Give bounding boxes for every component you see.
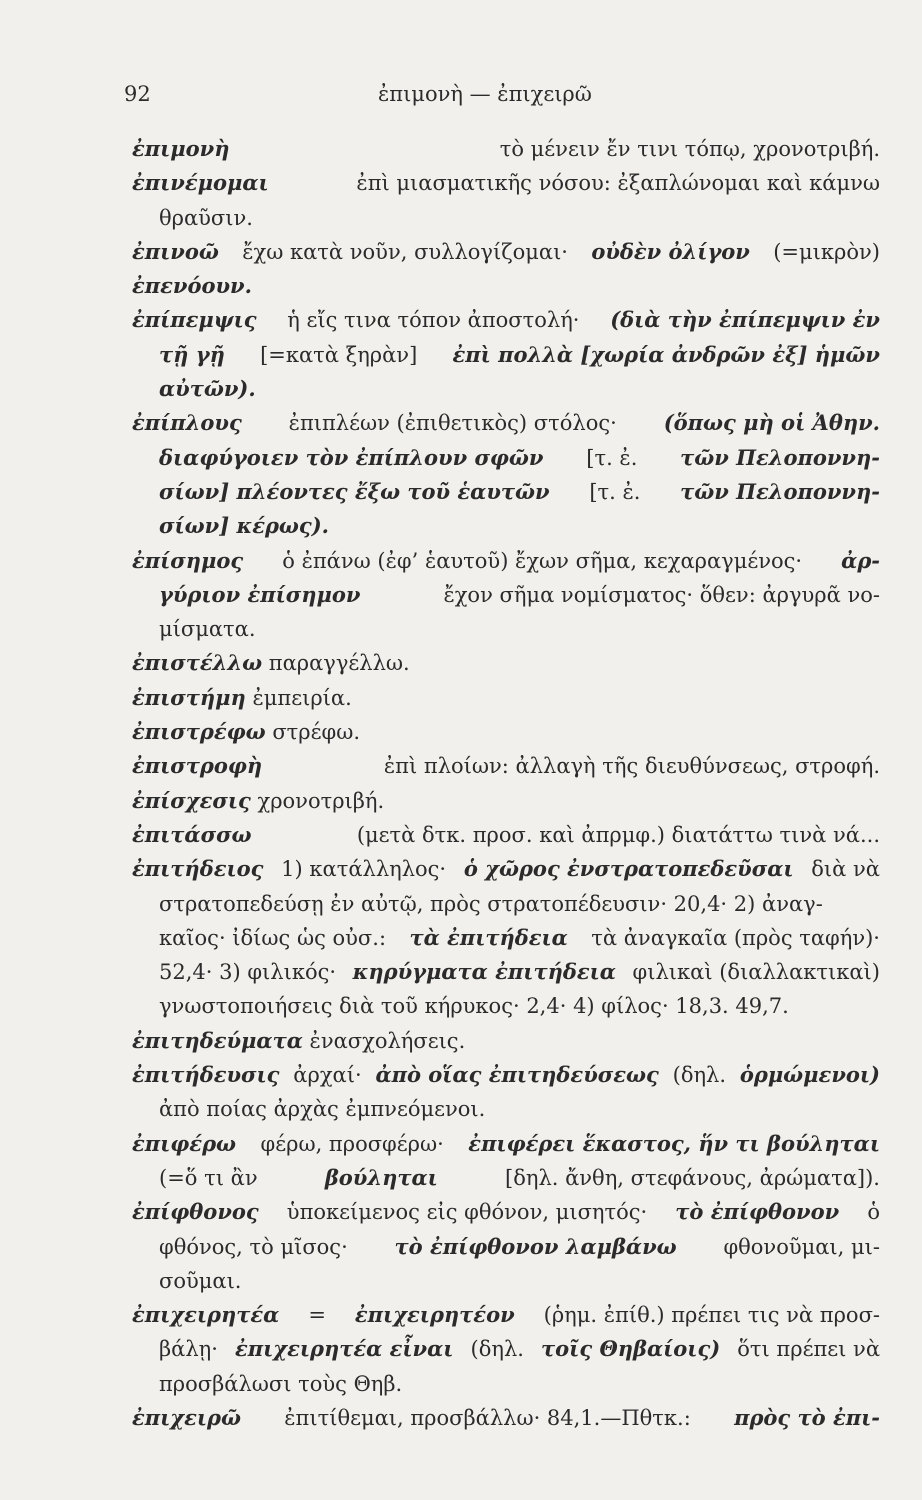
headword: ἐπιχειρητέα εἶναι: [234, 1336, 454, 1362]
headword: ἐπιτάσσω: [132, 821, 252, 847]
line-segment: ὁ ἐπάνω (ἐφ’ ἑαυτοῦ) ἔχων σῆμα, κεχαραγμένος·: [282, 548, 803, 573]
line-segment: [δηλ. ἄνθη, στεφάνους, ἀρώματα]).: [505, 1165, 880, 1190]
text-line: [132, 955, 880, 989]
line-segment: ὑποκείμενος εἰς φθόνον, μισητός·: [286, 1200, 648, 1225]
headword: ἐπιχειρητέον: [354, 1302, 515, 1328]
text-line: [132, 1024, 880, 1058]
line-segment: θραῦσιν.: [159, 205, 253, 230]
line-segment: (ῥημ. ἐπίθ.) πρέπει τις νὰ προσ-: [543, 1303, 880, 1328]
text-line: [132, 1127, 880, 1161]
headword: τὸ ἐπίφθονον λαμβάνω: [394, 1233, 677, 1259]
line-segment: [τ. ἐ.: [589, 479, 641, 504]
text-line: [132, 201, 880, 235]
text-line: [132, 441, 880, 475]
headword: βούληται: [324, 1164, 438, 1190]
headword: τῶν Πελοποννη-: [680, 478, 880, 504]
line-segment: (δηλ.: [470, 1337, 524, 1362]
line-segment: τὸ μένειν ἔν τινι τόπῳ, χρονοτριβή.: [499, 137, 880, 161]
headword: κηρύγματα ἐπιτήδεια: [352, 959, 616, 985]
text-line: [132, 1230, 880, 1264]
line-segment: ἔχω κατὰ νοῦν, συλλογίζομαι·: [242, 239, 568, 264]
headword: ἐπιστέλλω: [132, 650, 263, 676]
line-segment: γνωστοποιήσεις διὰ τοῦ κήρυκος· 2,4· 4) φίλος· 18,3. 49,7.: [159, 994, 789, 1019]
text-line: [132, 1367, 880, 1401]
line-segment: ἀρχαί·: [293, 1063, 362, 1088]
line-segment: φθόνος, τὸ μῖσος·: [159, 1234, 348, 1259]
line-segment: στρέφω.: [265, 720, 360, 745]
line-segment: στρατοπεδεύσῃ ἐν αὐτῷ, πρὸς στρατοπέδευσιν· 20,4· 2) ἀναγ-: [159, 891, 823, 916]
headword: ἐπιτηδεύματα: [132, 1027, 303, 1053]
text-line: [132, 372, 880, 406]
running-title: ἐπιμονὴ — ἐπιχειρῶ: [378, 82, 592, 106]
headword: ἐπιτήδευσις: [132, 1062, 280, 1088]
text-line: [132, 1332, 880, 1366]
line-segment: ἡ εἴς τινα τόπον ἀποστολή·: [287, 308, 580, 333]
text-line: [132, 818, 880, 852]
line-segment: ὅτι πρέπει νὰ: [737, 1337, 880, 1362]
text-line: [132, 612, 880, 646]
headword: ἐπιμονὴ: [132, 136, 230, 161]
line-segment: ὁ: [867, 1200, 880, 1225]
headword: ἐπιφέρει ἕκαστος, ἥν τι βούληται: [468, 1130, 880, 1156]
text-line: [132, 509, 880, 543]
page-header: [0, 82, 922, 116]
line-segment: =: [308, 1303, 326, 1328]
text-line: [132, 852, 880, 886]
headword: ἐπὶ πολλὰ [χωρία ἀνδρῶν ἐξ] ἡμῶν: [452, 341, 880, 367]
page-number: 92: [124, 82, 151, 106]
text-line: [132, 269, 880, 303]
line-segment: φέρω, προσφέρω·: [260, 1131, 444, 1156]
text-line: [132, 1298, 880, 1332]
headword: ἐπινέμομαι: [132, 170, 269, 196]
headword: ἐπιστρέφω: [132, 719, 266, 745]
line-segment: ἐπιπλέων (ἐπιθετικὸς) στόλος·: [288, 411, 617, 436]
line-segment: χρονοτριβή.: [250, 788, 385, 813]
text-line: [132, 646, 880, 680]
text-line: [132, 475, 880, 509]
line-segment: σοῦμαι.: [159, 1268, 242, 1293]
dictionary-entries: [132, 132, 880, 1435]
text-line: [132, 1195, 880, 1229]
text-line: [132, 1264, 880, 1298]
headword: τοῖς Θηβαίοις): [541, 1336, 721, 1362]
line-segment: βάλῃ·: [159, 1337, 218, 1362]
line-segment: ἐπιτίθεμαι, προσβάλλω· 84,1.—Πθτκ.:: [284, 1405, 691, 1430]
text-line: [132, 887, 880, 921]
headword: τὰ ἐπιτήδεια: [409, 924, 568, 950]
headword: ἐπίπλους: [132, 410, 242, 436]
headword: ἐπίφθονος: [132, 1199, 259, 1225]
text-line: [132, 406, 880, 440]
headword: ἐπιχειρητέα: [132, 1302, 280, 1328]
headword: γύριον ἐπίσημον: [159, 581, 361, 607]
headword: ἐπιστροφὴ: [132, 753, 263, 779]
headword: ἐπίσημος: [132, 547, 244, 573]
headword: ἀρ-: [841, 547, 880, 573]
line-segment: ἐπὶ πλοίων: ἀλλαγὴ τῆς διευθύνσεως, στροφή.: [383, 754, 880, 779]
line-segment: (μετὰ δτκ. προσ. καὶ ἀπρμφ.) διατάττω τινὰ νά...: [356, 822, 880, 847]
headword: οὐδὲν ὀλίγον: [591, 238, 750, 264]
line-segment: ἐπὶ μιασματικῆς νόσου: ἐξαπλώνομαι καὶ κάμνω: [356, 171, 880, 196]
line-segment: 52,4· 3) φιλικός·: [159, 960, 337, 985]
headword: ἀπὸ οἵας ἐπιτηδεύσεως: [375, 1062, 659, 1088]
line-segment: προσβάλωσι τοὺς Θηβ.: [159, 1371, 403, 1396]
headword: ἐπινοῶ: [132, 238, 219, 264]
text-line: [132, 989, 880, 1023]
line-segment: [=κατὰ ξηρὰν]: [260, 342, 418, 367]
text-line: [132, 132, 880, 166]
headword: αὐτῶν).: [159, 376, 256, 402]
line-segment: μίσματα.: [159, 617, 256, 642]
headword: ἐπιχειρῶ: [132, 1404, 241, 1430]
text-line: [132, 715, 880, 749]
text-line: [132, 784, 880, 818]
headword: ἐπίσχεσις: [132, 787, 251, 813]
text-line: [132, 303, 880, 337]
text-line: [132, 921, 880, 955]
headword: τῶν Πελοποννη-: [680, 444, 880, 470]
headword: (ὅπως μὴ οἱ Ἀθην.: [663, 410, 880, 436]
line-segment: (=μικρὸν): [773, 239, 880, 264]
text-line: [132, 166, 880, 200]
headword: (διὰ τὴν ἐπίπεμψιν ἐν: [610, 307, 880, 333]
line-segment: τὰ ἀναγκαῖα (πρὸς ταφήν)·: [591, 925, 880, 950]
headword: ἐπενόουν.: [132, 273, 252, 299]
line-segment: (=ὅ τι ἂν: [159, 1165, 258, 1190]
headword: πρὸς τὸ ἐπι-: [734, 1404, 880, 1430]
text-line: [132, 749, 880, 783]
text-line: [132, 544, 880, 578]
line-segment: ἔχον σῆμα νομίσματος· ὅθεν: ἀργυρᾶ νο-: [443, 582, 880, 607]
text-line: [132, 1092, 880, 1126]
headword: διαφύγοιεν τὸν ἐπίπλουν σφῶν: [159, 444, 544, 470]
headword: ἐπιστήμη: [132, 684, 246, 710]
headword: τῇ γῇ: [159, 341, 225, 367]
text-line: [132, 578, 880, 612]
headword: ἐπίπεμψις: [132, 307, 257, 333]
line-segment: ἀπὸ ποίας ἀρχὰς ἐμπνεόμενοι.: [159, 1097, 486, 1122]
headword: σίων] πλέοντες ἔξω τοῦ ἑαυτῶν: [159, 478, 550, 504]
text-line: [132, 1401, 880, 1435]
line-segment: (δηλ.: [672, 1063, 727, 1088]
line-segment: φιλικαὶ (διαλλακτικαὶ): [632, 960, 880, 985]
text-line: [132, 681, 880, 715]
text-line: [132, 235, 880, 269]
line-segment: παραγγέλλω.: [262, 651, 410, 676]
text-line: [132, 1058, 880, 1092]
text-line: [132, 1161, 880, 1195]
line-segment: φθονοῦμαι, μι-: [723, 1234, 880, 1259]
line-segment: [τ. ἐ.: [586, 445, 638, 470]
line-segment: ἐμπειρία.: [245, 685, 352, 710]
headword: σίων] κέρως).: [159, 513, 329, 539]
headword: ὁρμώμενοι): [739, 1062, 880, 1088]
line-segment: διὰ νὰ: [811, 857, 880, 882]
headword: ἐπιτήδειος: [132, 856, 264, 882]
headword: τὸ ἐπίφθονον: [675, 1199, 840, 1225]
headword: ὁ χῶρος ἐνστρατοπεδεῦσαι: [463, 856, 794, 882]
line-segment: 1) κατάλληλος·: [281, 857, 447, 882]
line-segment: καῖος· ἰδίως ὡς οὐσ.:: [159, 925, 387, 950]
headword: ἐπιφέρω: [132, 1130, 237, 1156]
line-segment: ἐνασχολήσεις.: [302, 1028, 466, 1053]
text-line: [132, 338, 880, 372]
